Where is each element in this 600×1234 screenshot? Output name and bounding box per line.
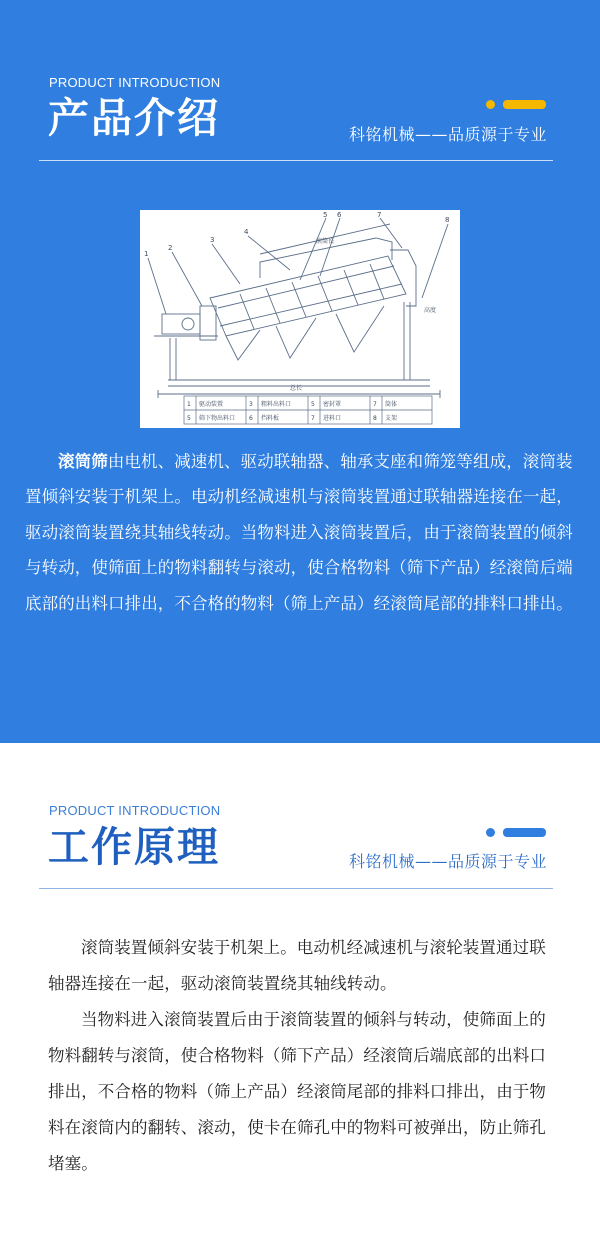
principle-eyebrow: PRODUCT INTRODUCTION bbox=[49, 803, 221, 818]
legend-cell: 1 bbox=[187, 401, 191, 408]
diagram-dim-bottom: 总长 bbox=[290, 385, 303, 392]
intro-title: 产品介绍 bbox=[48, 94, 220, 142]
diagram-label-2: 2 bbox=[168, 244, 173, 252]
diagram-label-6: 6 bbox=[337, 211, 342, 219]
intro-body bbox=[25, 444, 581, 621]
legend-cell: 7 bbox=[373, 401, 377, 408]
diagram-label-1: 1 bbox=[144, 250, 149, 258]
legend-cell: 进料口 bbox=[323, 415, 342, 422]
accent-bar-icon bbox=[503, 100, 546, 109]
legend-cell: 5 bbox=[187, 415, 191, 422]
intro-eyebrow: PRODUCT INTRODUCTION bbox=[49, 75, 221, 90]
intro-divider bbox=[39, 160, 553, 161]
intro-slogan: 科铭机械——品质源于专业 bbox=[348, 125, 547, 144]
principle-paragraph-2: 当物料进入滚筒装置后由于滚筒装置的倾斜与转动，使筛面上的物料翻转与滚筒，使合格物料（筛下产品）经滚筒后端底部的出料口排出，不合格的物料（筛上产品）经滚筒尾部的排料口排出，由于物料在滚筒内的翻转、滚动，使卡在筛孔中的物料可被弹出，防止筛孔堵塞。 bbox=[48, 1010, 546, 1173]
principle-paragraph-1: 滚筒装置倾斜安装于机架上。电动机经减速机与滚轮装置通过联轴器连接在一起，驱动滚筒装置绕其轴线转动。 bbox=[48, 938, 546, 993]
diagram-label-7: 7 bbox=[377, 211, 382, 219]
legend-cell: 3 bbox=[249, 401, 253, 408]
diagram-label-4: 4 bbox=[244, 228, 249, 236]
intro-body-text: 由电机、减速机、驱动联轴器、轴承支座和筛笼等组成，滚筒装置倾斜安装于机架上。电动机经减速机与滚筒装置通过联轴器连接在一起，驱动滚筒装置绕其轴线转动。当物料进入滚筒装置后，由于滚筒装置的倾斜与转动，使筛面上的物料翻转与滚动，使合格物料（筛下产品）经滚筒后端底部的出料口排出，不合格的物料（筛上产品）经滚筒尾部的排料口排出。 bbox=[25, 452, 573, 613]
legend-cell: 粗料出料口 bbox=[261, 401, 292, 408]
legend-cell: 6 bbox=[249, 415, 253, 422]
principle-divider bbox=[39, 888, 553, 889]
principle-slogan: 科铭机械——品质源于专业 bbox=[348, 852, 547, 871]
diagram-dim-side: 高度 bbox=[424, 307, 437, 314]
intro-body-strong: 滚筒筛 bbox=[58, 452, 108, 471]
diagram-drawing bbox=[140, 210, 460, 428]
legend-cell: 筛下物出料口 bbox=[199, 415, 236, 422]
accent-bar-icon bbox=[503, 828, 546, 837]
legend-cell: 挡料板 bbox=[261, 415, 280, 422]
diagram-label-3: 3 bbox=[210, 236, 215, 244]
legend-cell: 8 bbox=[373, 415, 377, 422]
diagram-dim-top: 滚筒长 bbox=[316, 238, 335, 245]
accent-dot-icon bbox=[486, 100, 495, 109]
legend-cell: 驱动装置 bbox=[199, 401, 224, 408]
legend-cell: 密封罩 bbox=[323, 401, 342, 408]
diagram-label-8: 8 bbox=[445, 216, 450, 224]
accent-dot-icon bbox=[486, 828, 495, 837]
legend-cell: 筒体 bbox=[385, 401, 398, 408]
legend-cell: 支架 bbox=[385, 415, 398, 422]
legend-cell: 5 bbox=[311, 401, 315, 408]
diagram-label-5: 5 bbox=[323, 211, 328, 219]
trommel-screen-diagram bbox=[140, 210, 460, 428]
legend-cell: 7 bbox=[311, 415, 315, 422]
principle-title: 工作原理 bbox=[48, 823, 220, 871]
principle-body bbox=[48, 930, 556, 1182]
